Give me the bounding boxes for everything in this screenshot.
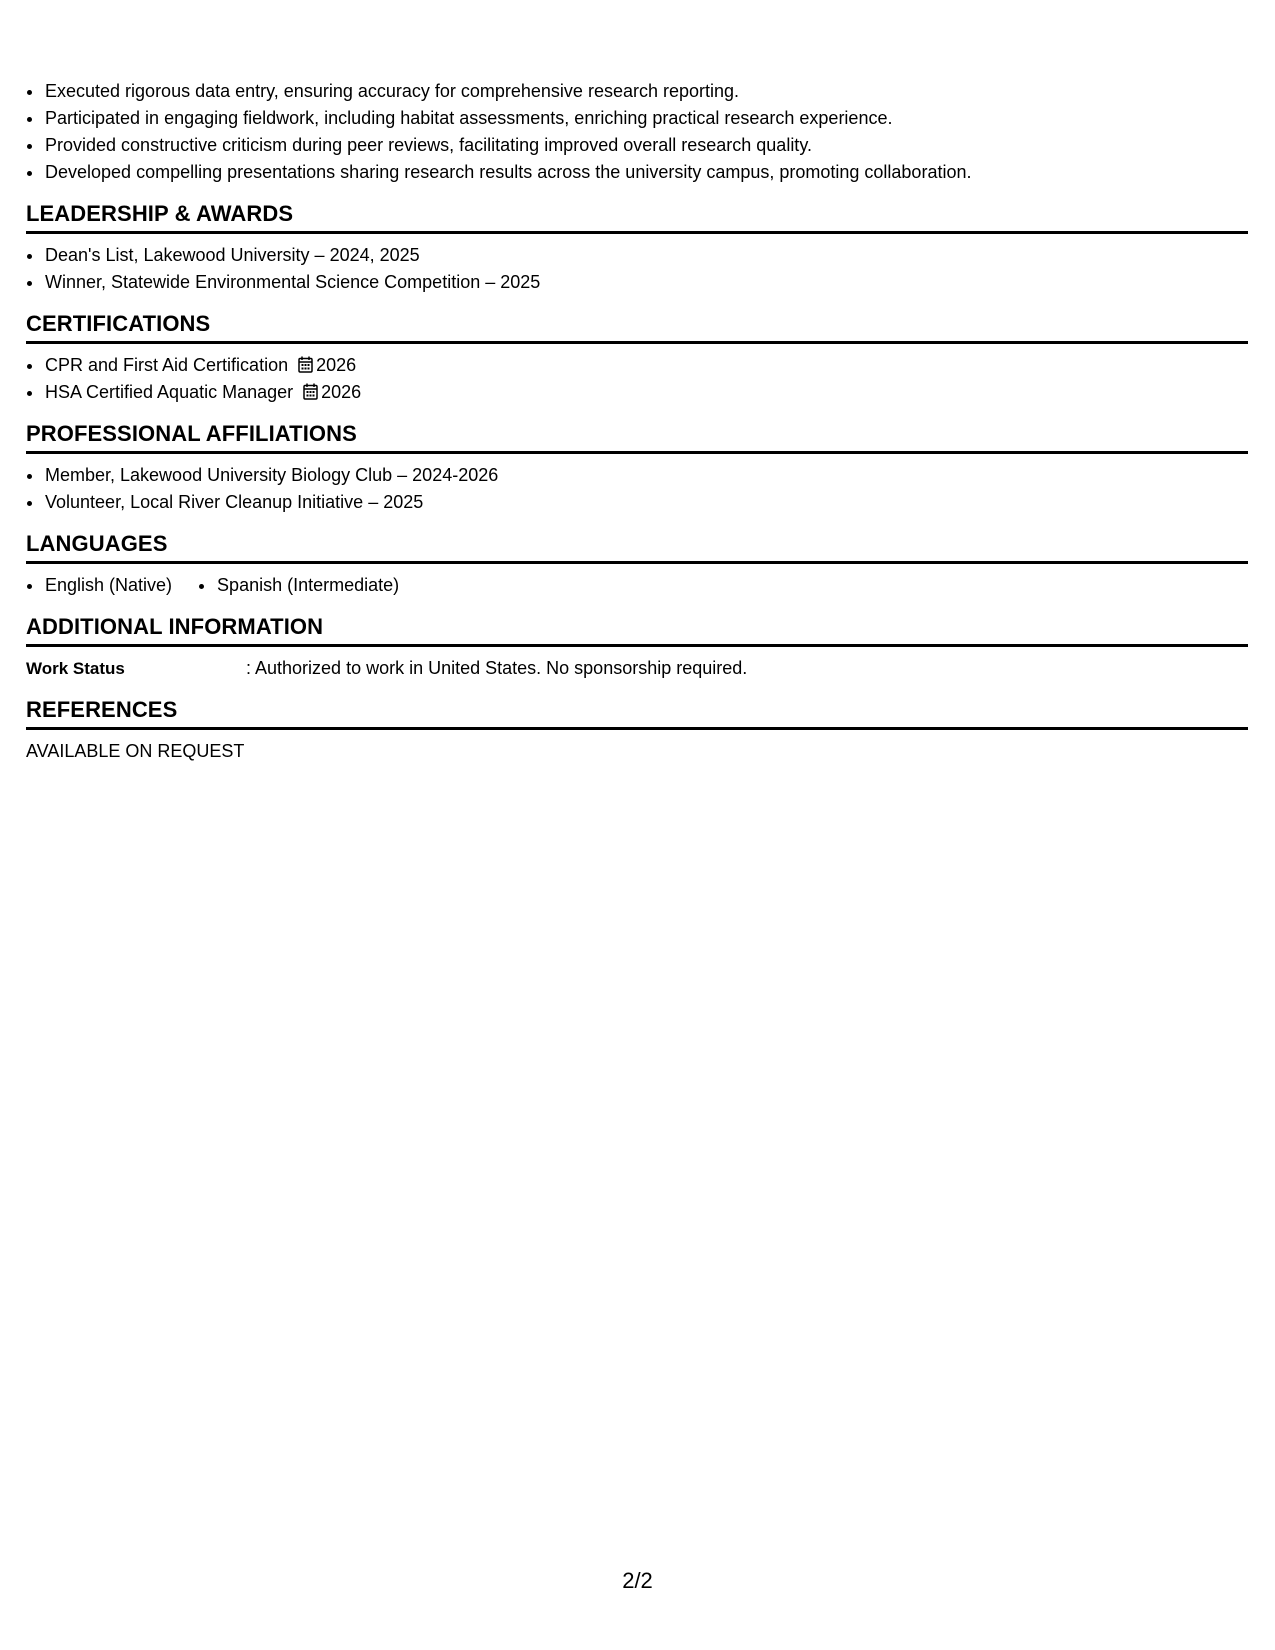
- references-section: [26, 697, 1248, 765]
- certification-item: [44, 379, 1248, 406]
- references-title: REFERENCES: [26, 697, 1248, 730]
- references-text: AVAILABLE ON REQUEST: [26, 741, 245, 761]
- certification-item: [44, 352, 1248, 379]
- affiliation-item: • Volunteer, Local River Cleanup Initiative – 2025: [44, 489, 1248, 516]
- additional-info-section: [26, 614, 1248, 682]
- languages-section: [26, 531, 1248, 599]
- work-status-value: : Authorized to work in United States. No sponsorship required.: [246, 658, 748, 678]
- calendar-icon: [298, 356, 313, 373]
- languages-title: LANGUAGES: [26, 531, 1248, 564]
- experience-bullet: • Developed compelling presentations sharing research results across the university campus, promoting collaboration.: [44, 159, 1248, 186]
- language-item: • Spanish (Intermediate): [216, 572, 399, 599]
- languages-list: [26, 572, 1248, 599]
- affiliations-section: [26, 421, 1248, 516]
- experience-bullet: • Participated in engaging fieldwork, including habitat assessments, enriching practical research experience.: [44, 105, 1248, 132]
- work-status-row: [26, 655, 1248, 682]
- certification-name: HSA Certified Aquatic Manager: [45, 382, 294, 402]
- experience-bullet: • Executed rigorous data entry, ensuring accuracy for comprehensive research reporting.: [44, 78, 1248, 105]
- language-item: • English (Native): [44, 572, 172, 599]
- certification-year: 2026: [316, 355, 357, 375]
- certifications-section: [26, 311, 1248, 406]
- affiliations-list: [26, 462, 1248, 516]
- affiliations-title: PROFESSIONAL AFFILIATIONS: [26, 421, 1248, 454]
- additional-info-title: ADDITIONAL INFORMATION: [26, 614, 1248, 647]
- leadership-item: • Dean's List, Lakewood University – 2024, 2025: [44, 242, 1248, 269]
- certification-year: 2026: [321, 382, 362, 402]
- page-number: 2/2: [622, 1568, 653, 1593]
- experience-bullet: • Provided constructive criticism during peer reviews, facilitating improved overall research quality.: [44, 132, 1248, 159]
- leadership-section: [26, 201, 1248, 296]
- certifications-title: CERTIFICATIONS: [26, 311, 1248, 344]
- calendar-icon: [303, 383, 318, 400]
- leadership-list: [26, 242, 1248, 296]
- affiliation-item: • Member, Lakewood University Biology Club – 2024-2026: [44, 462, 1248, 489]
- certifications-list: [26, 352, 1248, 406]
- experience-bullet-list: [26, 78, 1248, 186]
- resume-page: [26, 78, 1248, 765]
- leadership-title: LEADERSHIP & AWARDS: [26, 201, 1248, 234]
- work-status-label: Work Status: [26, 659, 125, 678]
- leadership-item: • Winner, Statewide Environmental Science Competition – 2025: [44, 269, 1248, 296]
- certification-name: CPR and First Aid Certification: [45, 355, 289, 375]
